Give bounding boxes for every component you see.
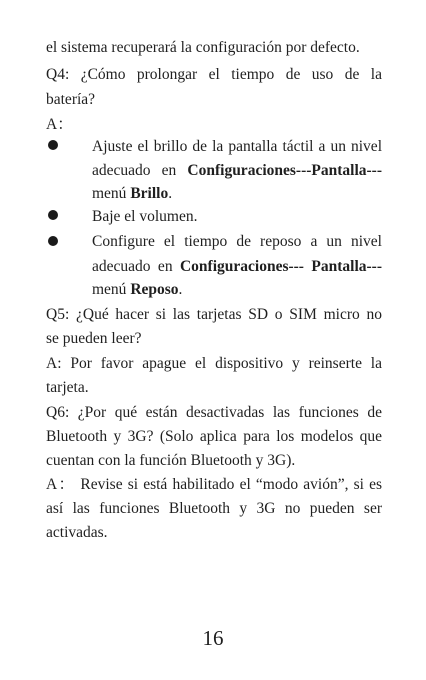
question-q6-line-3: cuentan con la función Bluetooth y 3G). <box>46 452 296 469</box>
bullet-1-line-2 <box>92 161 382 183</box>
question-q5-line-1: Q5: ¿Qué hacer si las tarjetas SD o SIM micro no <box>46 306 382 323</box>
page-number: 16 <box>202 626 224 650</box>
answer-a6-line-1: A： Revise si está habilitado el “modo avión”, si es <box>46 476 382 493</box>
answer-a5-line-2: tarjeta. <box>46 379 89 396</box>
bullet-3-line-2 <box>92 257 382 279</box>
text-span: . <box>178 281 183 298</box>
question-q4-line-2: batería? <box>46 91 96 108</box>
bullet-icon <box>48 140 58 150</box>
question-q6-line-2: Bluetooth y 3G? (Solo aplica para los modelos que <box>46 428 382 445</box>
bullet-icon <box>48 236 58 246</box>
answer-a5-line-1: A: Por favor apague el dispositivo y reinserte la <box>46 355 382 372</box>
bullet-3-line-1: Configure el tiempo de reposo a un nivel <box>92 233 382 250</box>
bold-menu-path: Configuraciones---Pantalla--- <box>187 162 382 179</box>
question-q6-line-1: Q6: ¿Por qué están desactivadas las funciones de <box>46 404 382 421</box>
bold-menu-item: Brillo <box>130 185 169 202</box>
text-span: menú <box>92 281 131 298</box>
bold-menu-item: Reposo <box>130 281 179 298</box>
answer-a6-line-2: así las funciones Bluetooth y 3G no pueden ser <box>46 500 382 517</box>
text-span: . <box>168 185 173 202</box>
bullet-1-line-3 <box>92 184 382 206</box>
question-q4-line-1: Q4: ¿Cómo prolongar el tiempo de uso de la <box>46 66 382 83</box>
text-span: adecuado en <box>92 162 188 179</box>
text-line: el sistema recuperará la configuración por defecto. <box>46 39 360 56</box>
bullet-1-line-1: Ajuste el brillo de la pantalla táctil a un nivel <box>92 138 382 155</box>
answer-label: A： <box>46 116 73 133</box>
bullet-3-line-3 <box>92 280 382 302</box>
text-span: menú <box>92 185 131 202</box>
bold-menu-path: Configuraciones--- Pantalla--- <box>179 258 382 275</box>
text-span: adecuado en <box>92 258 180 275</box>
bullet-icon <box>48 210 58 220</box>
question-q5-line-2: se pueden leer? <box>46 330 142 347</box>
bullet-2-line-1: Baje el volumen. <box>92 208 198 225</box>
answer-a6-line-3: activadas. <box>46 524 108 541</box>
